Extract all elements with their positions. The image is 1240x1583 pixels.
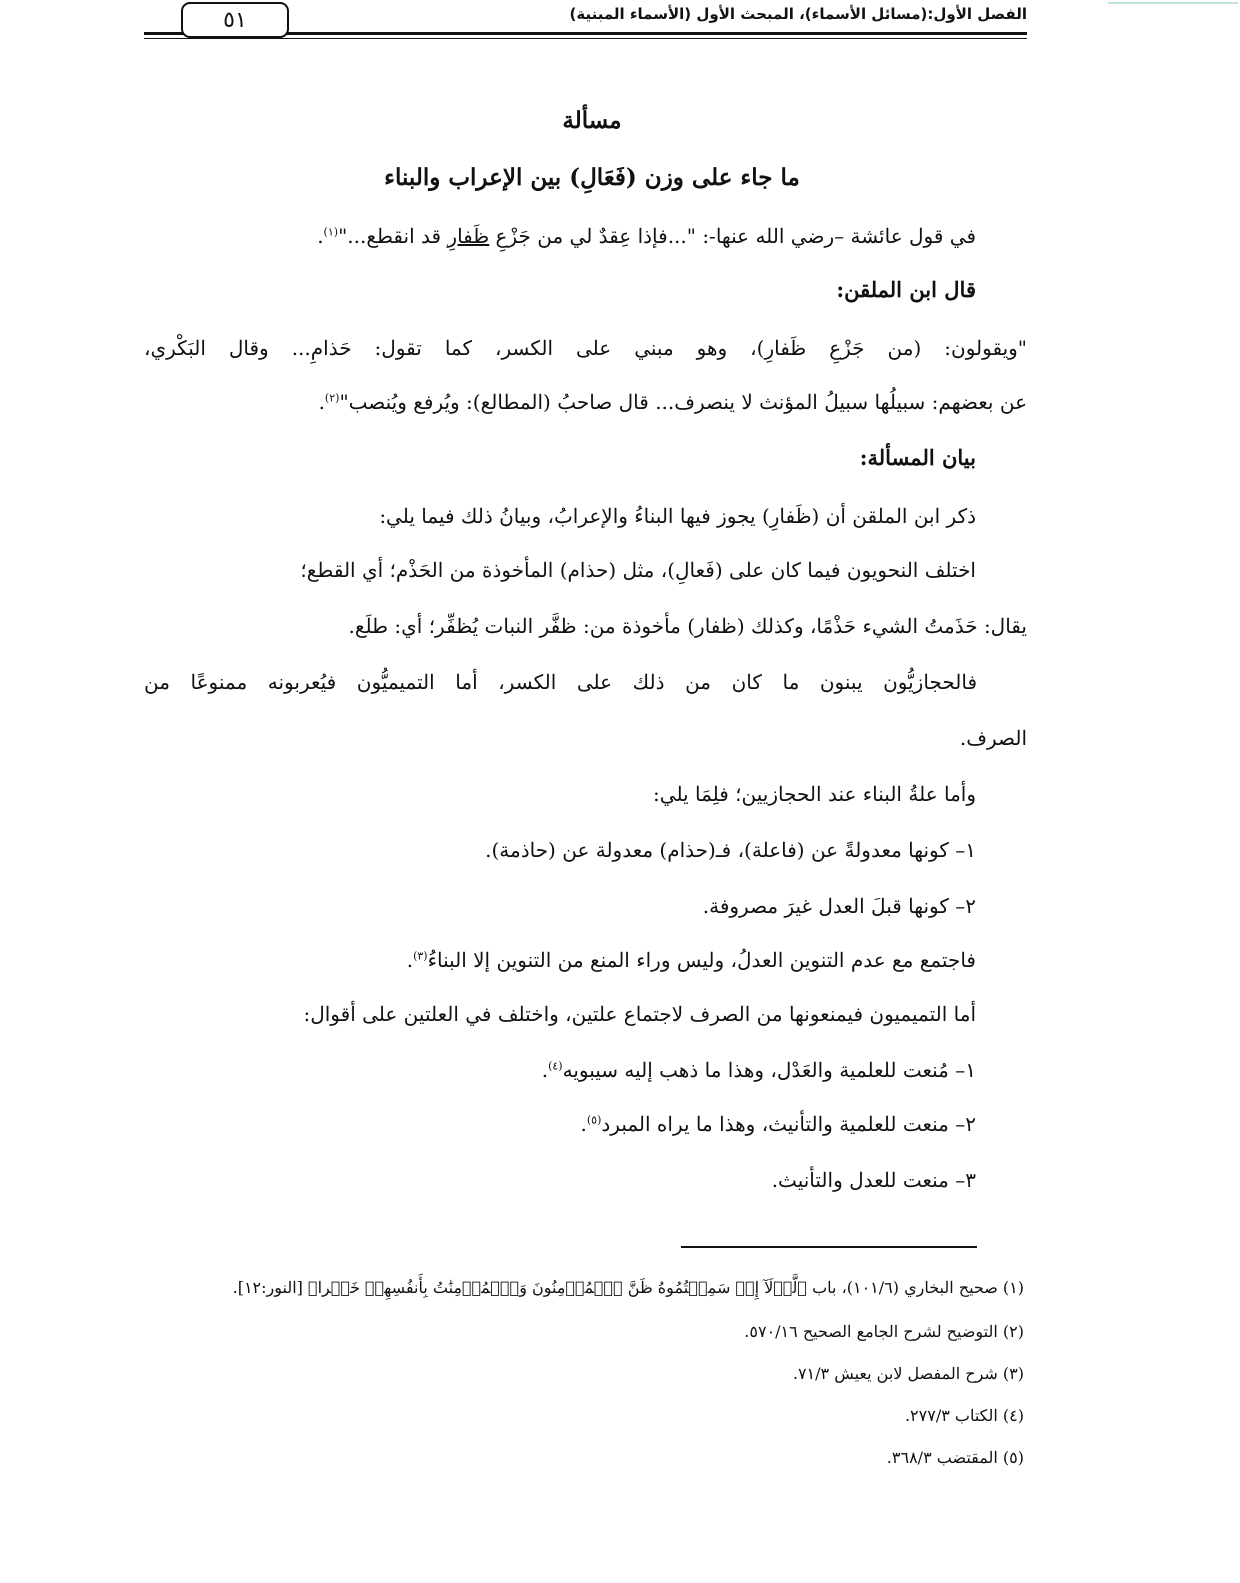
paragraph-2-line-1: اختلف النحويون فيما كان على (فَعالِ)، مثل (حذام) المأخوذة من الحَذْم؛ أي القطع؛	[300, 558, 976, 582]
footnote-5: (٥) المقتضب ٣٦٨/٣.	[886, 1448, 1024, 1467]
footnote-separator	[681, 1246, 977, 1248]
intro-text-after: قد انقطع..."	[338, 224, 448, 248]
page-number: ٥١	[181, 2, 289, 38]
intro-underlined-word: ظَفارِ	[447, 224, 490, 248]
paragraph-2-line-2: يقال: حَذَمتُ الشيء حَذْمًا، وكذلك (ظفار) مأخوذة من: ظفَّر النبات يُظفِّر؛ أي: طلَع.	[348, 614, 1027, 638]
running-header	[467, 4, 1027, 24]
tamimi-view-2-period: .	[580, 1112, 587, 1136]
corner-mark	[1108, 2, 1238, 4]
paragraph-1: ذكر ابن الملقن أن (ظَفارِ) يجوز فيها البناءُ والإعرابُ، وبيانُ ذلك فيما يلي:	[379, 504, 976, 528]
intro-period: .	[317, 224, 324, 248]
explanation-heading: بيان المسألة:	[859, 445, 976, 470]
quote-line-1: "ويقولون: (من جَزْعِ ظَفارِ)، وهو مبني على الكسر، كما تقول: حَذامِ... وقال البَكْري،	[144, 336, 1027, 360]
quote-line-2-text: عن بعضهم: سبيلُها سبيلُ المؤنث لا ينصرف... قال صاحبُ (المطالع): ويُرفع ويُنصب"	[339, 390, 1027, 414]
footnote-3: (٣) شرح المفصل لابن يعيش ٧١/٣.	[792, 1364, 1024, 1383]
header-chapter: الفصل الأول	[933, 5, 1027, 23]
quote-period: .	[318, 390, 325, 414]
quote-line-2	[144, 388, 1027, 416]
tamimi-view-2	[581, 1110, 977, 1138]
header-rule-thin	[144, 38, 1027, 39]
hijazi-reason-2: ٢– كونها قبلَ العدل غيرَ مصروفة.	[702, 894, 976, 918]
footnote-1: (١) صحيح البخاري (١٠١/٦)، باب ﴿لَّوۡلَآ إِذۡ سَمِعۡتُمُوهُ ظَنَّ ٱلۡمُؤۡمِنُونَ وَٱلۡمُؤۡمِنَٰتُ بِأَنفُسِهِمۡ خَيۡرا﴾ [النور:١٢].	[232, 1278, 1024, 1297]
paragraph-4: وأما علةُ البناء عند الحجازيين؛ فلِمَا يلي:	[653, 782, 976, 806]
paragraph-5	[407, 946, 976, 974]
paragraph-5-text: فاجتمع مع عدم التنوين العدلُ، وليس وراء المنع من التنوين إلا البناءُ	[427, 948, 976, 972]
footnote-4: (٤) الكتاب ٢٧٧/٣.	[904, 1406, 1024, 1425]
footnote-ref-2: (٢)	[324, 391, 340, 405]
ibn-mulaqqin-heading: قال ابن الملقن:	[836, 277, 976, 302]
paragraph-6: أما التميميون فيمنعونها من الصرف لاجتماع علتين، واختلف في العلتين على أقوال:	[303, 1002, 976, 1026]
intro-text-before: في قول عائشة –رضي الله عنها-: "...فإذا عِقدٌ لي من جَزْعِ	[489, 224, 976, 248]
paragraph-3-line-2: الصرف.	[959, 726, 1027, 750]
tamimi-view-1-text: ١– مُنعت للعلمية والعَدْل، وهذا ما ذهب إليه سيبويه	[562, 1058, 976, 1082]
footnote-ref-4: (٤)	[548, 1059, 563, 1073]
hijazi-reason-1: ١– كونها معدولةً عن (فاعلة)، فـ(حذام) معدولة عن (حاذمة).	[485, 838, 976, 862]
tamimi-view-3: ٣– منعت للعدل والتأنيث.	[771, 1168, 976, 1192]
intro-line	[317, 222, 976, 250]
footnote-ref-5: (٥)	[586, 1113, 602, 1127]
tamimi-view-1	[542, 1056, 976, 1084]
tamimi-view-2-text: ٢– منعت للعلمية والتأنيث، وهذا ما يراه المبرد	[601, 1112, 976, 1136]
tamimi-view-1-period: .	[541, 1058, 549, 1082]
footnote-ref-3: (٣)	[413, 949, 428, 963]
footnote-2: (٢) التوضيح لشرح الجامع الصحيح ٥٧٠/١٦.	[744, 1322, 1024, 1341]
paragraph-5-period: .	[406, 948, 414, 972]
footnote-ref-1: (١)	[323, 225, 339, 239]
header-section: :(مسائل الأسماء)، المبحث الأول (الأسماء المبنية)	[569, 5, 934, 23]
issue-subtitle: ما جاء على وزن (فَعَالِ) بين الإعراب والبناء	[384, 164, 800, 191]
paragraph-3-line-1: فالحجازيُّون يبنون ما كان من ذلك على الكسر، أما التميميُّون فيُعربونه ممنوعًا من	[144, 670, 977, 694]
issue-title: مسألة	[562, 107, 622, 134]
